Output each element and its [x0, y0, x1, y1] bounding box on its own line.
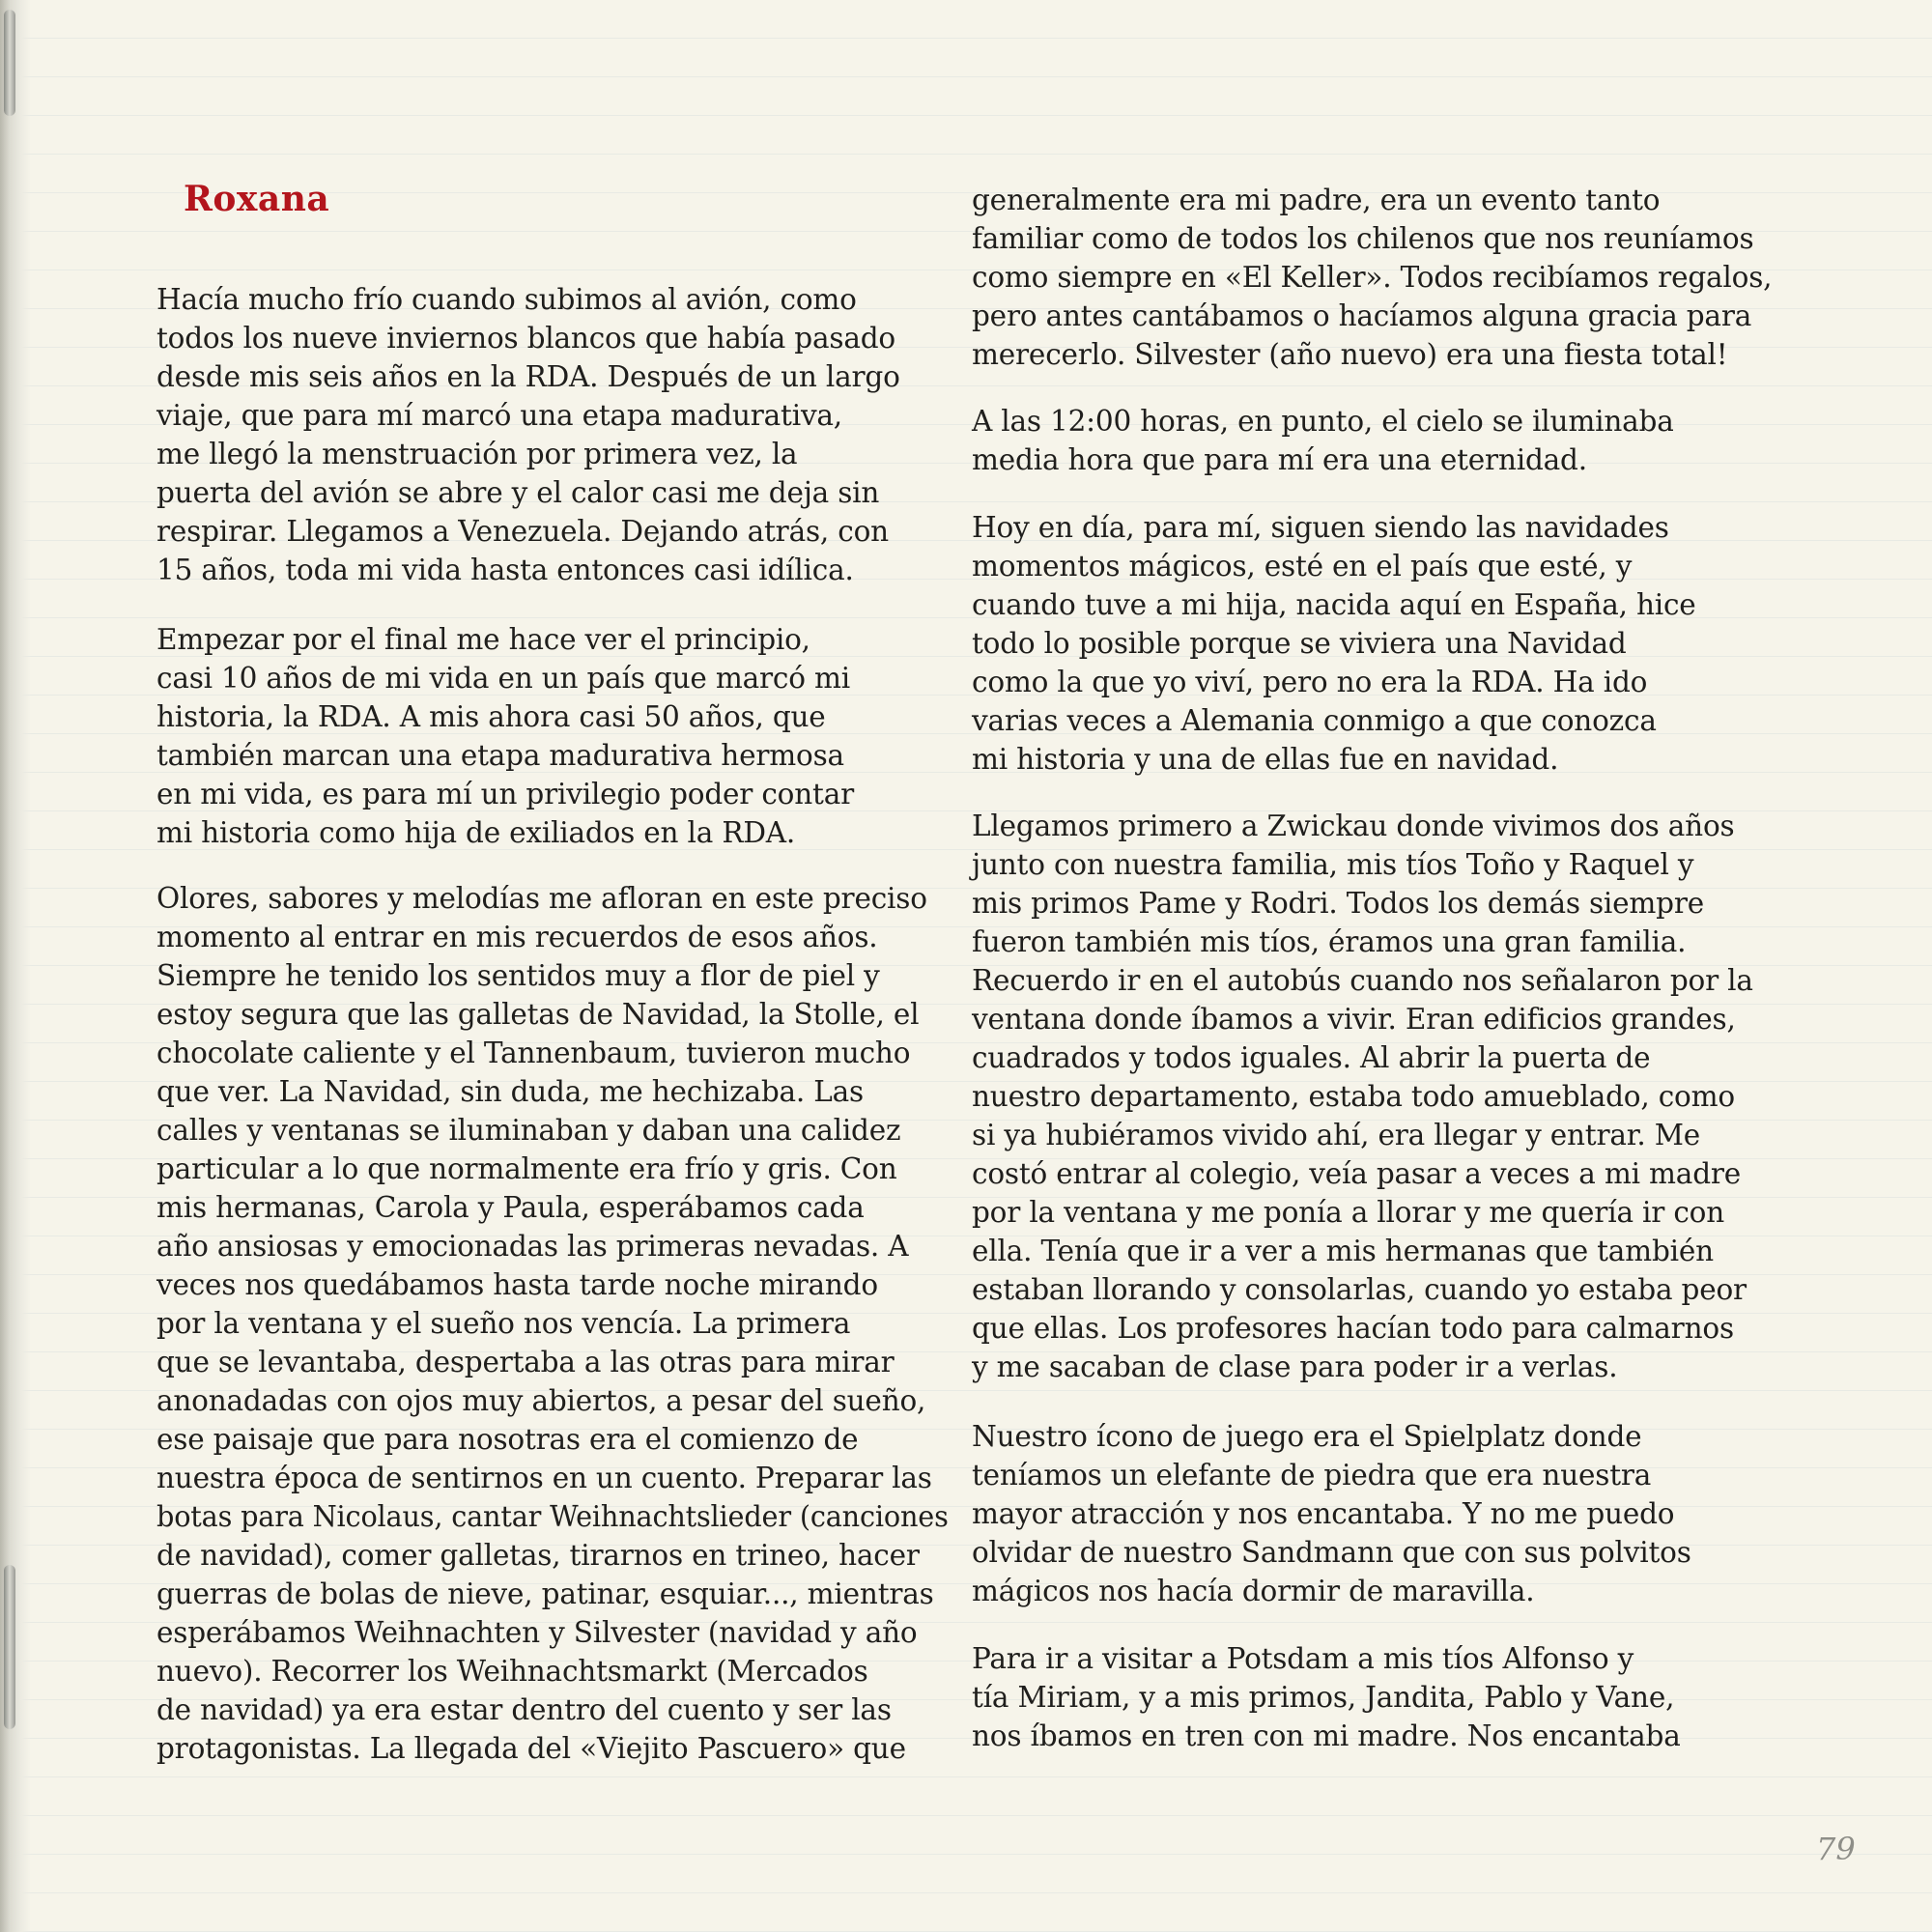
- text-line: también marcan una etapa madurativa hermosa: [156, 739, 844, 772]
- text-line: mágicos nos hacía dormir de maravilla.: [972, 1575, 1535, 1607]
- text-line: teníamos un elefante de piedra que era nuestra: [972, 1459, 1652, 1492]
- text-line: merecerlo. Silvester (año nuevo) era una fiesta total!: [972, 338, 1728, 371]
- text-line: ventana donde íbamos a vivir. Eran edificios grandes,: [972, 1003, 1736, 1036]
- binding-ring: [4, 1565, 15, 1729]
- text-line: mi historia y una de ellas fue en navidad.: [972, 743, 1559, 776]
- text-line: veces nos quedábamos hasta tarde noche mirando: [156, 1268, 878, 1301]
- text-line: como siempre en «El Keller». Todos recibíamos regalos,: [972, 261, 1773, 294]
- text-line: Empezar por el final me hace ver el principio,: [156, 623, 810, 656]
- paragraph: [972, 508, 1783, 779]
- text-line: por la ventana y el sueño nos vencía. La primera: [156, 1307, 851, 1340]
- text-line: mayor atracción y nos encantaba. Y no me puedo: [972, 1497, 1675, 1530]
- text-line: familiar como de todos los chilenos que nos reuníamos: [972, 222, 1754, 255]
- page-number: 79: [1816, 1831, 1856, 1867]
- text-line: 15 años, toda mi vida hasta entonces casi idílica.: [156, 554, 854, 586]
- text-line: respirar. Llegamos a Venezuela. Dejando atrás, con: [156, 515, 889, 548]
- text-line: año ansiosas y emocionadas las primeras nevadas. A: [156, 1230, 909, 1263]
- text-line: estaban llorando y consolarlas, cuando yo estaba peor: [972, 1273, 1747, 1306]
- text-line: mis primos Pame y Rodri. Todos los demás siempre: [972, 887, 1704, 920]
- text-line: Hoy en día, para mí, siguen siendo las navidades: [972, 511, 1669, 544]
- text-line: A las 12:00 horas, en punto, el cielo se iluminaba: [972, 405, 1674, 438]
- text-line: guerras de bolas de nieve, patinar, esquiar..., mientras: [156, 1577, 934, 1610]
- text-line: todos los nueve inviernos blancos que había pasado: [156, 322, 895, 355]
- text-line: historia, la RDA. A mis ahora casi 50 años, que: [156, 700, 826, 733]
- text-line: que ver. La Navidad, sin duda, me hechizaba. Las: [156, 1075, 864, 1108]
- binding-ring: [4, 10, 15, 116]
- text-line: calles y ventanas se iluminaban y daban una calidez: [156, 1114, 901, 1147]
- text-line: Recuerdo ir en el autobús cuando nos señalaron por la: [972, 964, 1753, 997]
- text-line: ella. Tenía que ir a ver a mis hermanas que también: [972, 1235, 1714, 1267]
- text-line: fueron también mis tíos, éramos una gran familia.: [972, 925, 1687, 958]
- text-line: nos íbamos en tren con mi madre. Nos encantaba: [972, 1719, 1681, 1752]
- text-line: de navidad) ya era estar dentro del cuento y ser las: [156, 1693, 892, 1726]
- text-line: desde mis seis años en la RDA. Después de un largo: [156, 360, 900, 393]
- text-line: me llegó la menstruación por primera vez, la: [156, 438, 798, 470]
- text-line: que se levantaba, despertaba a las otras para mirar: [156, 1346, 895, 1378]
- text-line: viaje, que para mí marcó una etapa madurativa,: [156, 399, 842, 432]
- text-line: pero antes cantábamos o hacíamos alguna gracia para: [972, 299, 1752, 332]
- text-line: Para ir a visitar a Potsdam a mis tíos Alfonso y: [972, 1642, 1634, 1675]
- paragraph: [156, 620, 949, 852]
- paragraph: [972, 402, 1783, 479]
- text-line: Siempre he tenido los sentidos muy a flor de piel y: [156, 959, 880, 992]
- text-line: nuestro departamento, estaba todo amueblado, como: [972, 1080, 1735, 1113]
- text-line: cuadrados y todos iguales. Al abrir la puerta de: [972, 1041, 1651, 1074]
- text-line: olvidar de nuestro Sandmann que con sus polvitos: [972, 1536, 1691, 1569]
- text-line: esperábamos Weihnachten y Silvester (navidad y año: [156, 1616, 918, 1649]
- text-line: tía Miriam, y a mis primos, Jandita, Pablo y Vane,: [972, 1681, 1675, 1714]
- binding-strip: [0, 0, 31, 1932]
- text-line: momento al entrar en mis recuerdos de esos años.: [156, 921, 878, 953]
- text-line: todo lo posible porque se viviera una Navidad: [972, 627, 1627, 660]
- text-line: generalmente era mi padre, era un evento tanto: [972, 184, 1661, 216]
- paragraph: [156, 280, 949, 589]
- text-line: si ya hubiéramos vivido ahí, era llegar y entrar. Me: [972, 1119, 1701, 1151]
- text-line: particular a lo que normalmente era frío y gris. Con: [156, 1152, 897, 1185]
- paragraph: [972, 1639, 1783, 1755]
- text-line: botas para Nicolaus, cantar Weihnachtslieder (canciones: [156, 1500, 949, 1533]
- text-line: varias veces a Alemania conmigo a que conozca: [972, 704, 1657, 737]
- text-line: casi 10 años de mi vida en un país que marcó mi: [156, 662, 850, 695]
- text-line: ese paisaje que para nosotras era el comienzo de: [156, 1423, 859, 1456]
- text-line: Hacía mucho frío cuando subimos al avión, como: [156, 283, 857, 316]
- text-line: de navidad), comer galletas, tirarnos en trineo, hacer: [156, 1539, 920, 1572]
- section-heading: Roxana: [184, 179, 330, 219]
- text-line: Nuestro ícono de juego era el Spielplatz donde: [972, 1420, 1642, 1453]
- paragraph: [972, 807, 1783, 1386]
- text-line: puerta del avión se abre y el calor casi me deja sin: [156, 476, 880, 509]
- text-line: anonadadas con ojos muy abiertos, a pesar del sueño,: [156, 1384, 926, 1417]
- text-line: nuestra época de sentirnos en un cuento. Preparar las: [156, 1462, 932, 1494]
- text-line: por la ventana y me ponía a llorar y me quería ir con: [972, 1196, 1725, 1229]
- text-line: en mi vida, es para mí un privilegio poder contar: [156, 778, 854, 810]
- text-line: como la que yo viví, pero no era la RDA. Ha ido: [972, 666, 1648, 698]
- text-line: junto con nuestra familia, mis tíos Toño y Raquel y: [972, 848, 1694, 881]
- text-line: costó entrar al colegio, veía pasar a veces a mi madre: [972, 1157, 1742, 1190]
- text-line: protagonistas. La llegada del «Viejito Pascuero» que: [156, 1732, 906, 1765]
- text-line: cuando tuve a mi hija, nacida aquí en España, hice: [972, 588, 1696, 621]
- text-line: chocolate caliente y el Tannenbaum, tuvieron mucho: [156, 1037, 911, 1069]
- text-line: que ellas. Los profesores hacían todo para calmarnos: [972, 1312, 1734, 1345]
- text-line: Llegamos primero a Zwickau donde vivimos dos años: [972, 810, 1735, 842]
- text-line: mi historia como hija de exiliados en la RDA.: [156, 816, 796, 849]
- text-line: y me sacaban de clase para poder ir a verlas.: [972, 1350, 1618, 1383]
- text-line: momentos mágicos, esté en el país que esté, y: [972, 550, 1633, 582]
- text-line: media hora que para mí era una eternidad.: [972, 443, 1587, 476]
- text-line: Olores, sabores y melodías me afloran en este preciso: [156, 882, 927, 915]
- text-line: estoy segura que las galletas de Navidad, la Stolle, el: [156, 998, 920, 1031]
- paragraph: [972, 1417, 1783, 1610]
- paragraph: [972, 181, 1783, 374]
- text-line: mis hermanas, Carola y Paula, esperábamos cada: [156, 1191, 865, 1224]
- paragraph: [156, 879, 949, 1768]
- text-line: nuevo). Recorrer los Weihnachtsmarkt (Mercados: [156, 1655, 868, 1688]
